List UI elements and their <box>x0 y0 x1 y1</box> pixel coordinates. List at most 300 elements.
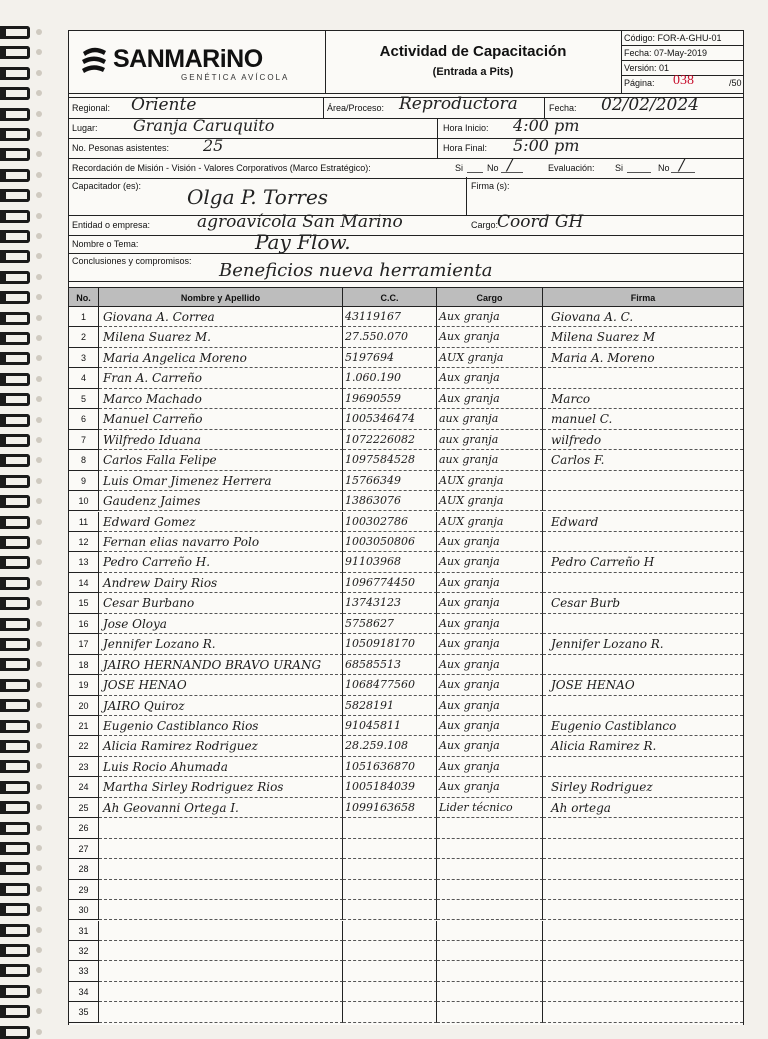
punch-hole <box>36 763 42 769</box>
attendee-cc <box>343 880 437 900</box>
form-header <box>69 31 743 94</box>
attendance-form <box>68 30 744 1025</box>
cargo-label: Cargo: <box>471 220 499 230</box>
topic-row <box>69 230 743 254</box>
spiral-coil <box>4 985 30 998</box>
table-row <box>69 552 743 572</box>
row-number: 16 <box>69 614 99 634</box>
attendee-name: Luis Rocio Ahumada <box>99 757 343 777</box>
spiral-coil <box>4 108 30 121</box>
attendee-cargo <box>437 859 543 879</box>
attendee-name: JAIRO Quiroz <box>99 696 343 716</box>
attendee-cc: 5758627 <box>343 614 437 634</box>
spiral-coil <box>4 658 30 671</box>
entity-row <box>69 212 743 236</box>
table-row <box>69 818 743 838</box>
spiral-coil <box>4 1005 30 1018</box>
hora-final-value: 5:00 pm <box>513 136 580 155</box>
table-row <box>69 307 743 327</box>
attendee-cargo: Aux granja <box>437 532 543 552</box>
table-row <box>69 798 743 818</box>
spiral-coil <box>4 148 30 161</box>
table-row <box>69 327 743 347</box>
table-row <box>69 409 743 429</box>
table-row <box>69 655 743 675</box>
attendee-signature: Ah ortega <box>543 798 743 818</box>
attendee-cargo <box>437 1002 543 1022</box>
doc-date: Fecha: 07-May-2019 <box>621 46 743 61</box>
spiral-coil <box>4 230 30 243</box>
page-total: /50 <box>729 78 742 88</box>
evaluacion-no-label: No <box>658 163 670 173</box>
table-row <box>69 696 743 716</box>
punch-hole <box>36 172 42 178</box>
row-number: 8 <box>69 450 99 470</box>
attendee-cargo: Aux granja <box>437 675 543 695</box>
row-number: 34 <box>69 982 99 1002</box>
row-number: 18 <box>69 655 99 675</box>
punch-hole <box>36 682 42 688</box>
regional-label: Regional: <box>72 103 111 113</box>
attendee-cc: 19690559 <box>343 389 437 409</box>
row-number: 33 <box>69 961 99 981</box>
spiral-coil <box>4 1026 30 1039</box>
attendee-signature: Sirley Rodriguez <box>543 777 743 797</box>
spiral-coil <box>4 964 30 977</box>
attendee-cc: 15766349 <box>343 471 437 491</box>
punch-hole <box>36 702 42 708</box>
attendee-signature: Carlos F. <box>543 450 743 470</box>
attendee-signature <box>543 757 743 777</box>
divider <box>544 98 545 118</box>
spiral-coil <box>4 495 30 508</box>
spiral-coil <box>4 536 30 549</box>
trainer-info <box>69 177 743 282</box>
attendee-signature <box>543 839 743 859</box>
attendee-cargo: aux granja <box>437 450 543 470</box>
attendee-signature: Jennifer Lozano R. <box>543 634 743 654</box>
attendee-cargo: AUX granja <box>437 471 543 491</box>
conclusions-row <box>69 253 743 282</box>
attendee-signature <box>543 859 743 879</box>
personas-value: 25 <box>203 136 224 155</box>
table-row <box>69 471 743 491</box>
attendee-name: Marco Machado <box>99 389 343 409</box>
spiral-coil <box>4 454 30 467</box>
attendee-cargo <box>437 921 543 941</box>
col-header-cc: C.C. <box>343 287 437 307</box>
spiral-coil <box>4 781 30 794</box>
spiral-coil <box>4 740 30 753</box>
attendee-cc <box>343 818 437 838</box>
attendee-name: Eugenio Castiblanco Rios <box>99 716 343 736</box>
firma-label: Firma (s): <box>471 181 510 191</box>
fecha-label: Fecha: <box>549 103 577 113</box>
spiral-coil <box>4 26 30 39</box>
spiral-coil <box>4 822 30 835</box>
spiral-coil <box>4 271 30 284</box>
attendee-cc <box>343 859 437 879</box>
recordacion-no-label: No <box>487 163 499 173</box>
table-row <box>69 982 743 1002</box>
attendee-signature: Milena Suarez M <box>543 327 743 347</box>
punch-hole <box>36 559 42 565</box>
table-row <box>69 716 743 736</box>
attendee-signature <box>543 921 743 941</box>
attendee-signature <box>543 368 743 388</box>
spiral-coil <box>4 679 30 692</box>
punch-hole <box>36 580 42 586</box>
spiral-coil <box>4 638 30 651</box>
attendee-signature <box>543 818 743 838</box>
spiral-coil <box>4 577 30 590</box>
attendee-name <box>99 859 343 879</box>
page-label: Página: <box>624 78 655 88</box>
divider <box>323 98 324 118</box>
attendee-cc <box>343 1002 437 1022</box>
row-number: 3 <box>69 348 99 368</box>
attendee-cc <box>343 839 437 859</box>
attendee-signature: Pedro Carreño H <box>543 552 743 572</box>
attendee-cargo: Aux granja <box>437 614 543 634</box>
blank-line <box>467 172 483 173</box>
table-row <box>69 736 743 756</box>
spiral-coil <box>4 210 30 223</box>
attendee-cc <box>343 921 437 941</box>
fecha-value: 02/02/2024 <box>601 95 699 115</box>
punch-hole <box>36 1029 42 1035</box>
punch-hole <box>36 784 42 790</box>
attendee-signature <box>543 982 743 1002</box>
attendee-cc: 1005184039 <box>343 777 437 797</box>
attendee-cargo <box>437 961 543 981</box>
row-number: 21 <box>69 716 99 736</box>
attendee-signature: Eugenio Castiblanco <box>543 716 743 736</box>
punch-hole <box>36 70 42 76</box>
table-row <box>69 614 743 634</box>
table-row <box>69 880 743 900</box>
punch-hole <box>36 355 42 361</box>
table-row <box>69 1002 743 1022</box>
cargo-value: Coord GH <box>497 212 584 232</box>
attendee-cargo: Aux granja <box>437 716 543 736</box>
row-number: 6 <box>69 409 99 429</box>
attendee-cc <box>343 941 437 961</box>
attendee-cc: 28.259.108 <box>343 736 437 756</box>
punch-hole <box>36 131 42 137</box>
spiral-coil <box>4 250 30 263</box>
attendee-cc: 5197694 <box>343 348 437 368</box>
attendee-cc: 1068477560 <box>343 675 437 695</box>
punch-hole <box>36 315 42 321</box>
spiral-coil <box>4 760 30 773</box>
attendee-cc: 13743123 <box>343 593 437 613</box>
attendee-cargo: Aux granja <box>437 593 543 613</box>
attendee-signature: Edward <box>543 512 743 532</box>
attendee-name <box>99 921 343 941</box>
table-row <box>69 900 743 920</box>
brand-tagline: GENÉTICA AVÍCOLA <box>181 73 290 82</box>
attendee-name <box>99 1002 343 1022</box>
page-number: 038 <box>673 73 694 88</box>
attendee-cc: 1097584528 <box>343 450 437 470</box>
attendee-signature: Marco <box>543 389 743 409</box>
attendee-cargo: Aux granja <box>437 736 543 756</box>
hora-inicio-label: Hora Inicio: <box>443 123 489 133</box>
spiral-coil <box>4 373 30 386</box>
attendee-cc: 1099163658 <box>343 798 437 818</box>
attendee-cc: 68585513 <box>343 655 437 675</box>
attendee-signature: Maria A. Moreno <box>543 348 743 368</box>
area-label: Área/Proceso: <box>327 103 385 113</box>
doc-code: Código: FOR-A-GHU-01 <box>621 31 743 46</box>
punch-hole <box>36 457 42 463</box>
attendee-cargo: Aux granja <box>437 777 543 797</box>
trainer-row <box>69 177 743 215</box>
attendee-cc: 1050918170 <box>343 634 437 654</box>
table-row <box>69 634 743 654</box>
attendee-name: Jose Oloya <box>99 614 343 634</box>
spiral-coil <box>4 862 30 875</box>
regional-value: Oriente <box>131 95 197 115</box>
attendee-signature <box>543 471 743 491</box>
attendee-signature <box>543 880 743 900</box>
table-row <box>69 348 743 368</box>
spiral-coil <box>4 393 30 406</box>
punch-hole <box>36 804 42 810</box>
attendee-signature <box>543 696 743 716</box>
attendee-cc: 27.550.070 <box>343 327 437 347</box>
attendee-cc <box>343 900 437 920</box>
table-row <box>69 757 743 777</box>
attendee-name: Pedro Carreño H. <box>99 552 343 572</box>
col-header-cargo: Cargo <box>437 287 543 307</box>
spiral-coil <box>4 67 30 80</box>
lugar-value: Granja Caruquito <box>133 116 275 135</box>
attendee-name: Manuel Carreño <box>99 409 343 429</box>
punch-hole <box>36 967 42 973</box>
evaluacion-si-label: Si <box>615 163 624 173</box>
table-row <box>69 941 743 961</box>
attendee-signature <box>543 614 743 634</box>
punch-hole <box>36 825 42 831</box>
table-row <box>69 430 743 450</box>
hora-inicio-value: 4:00 pm <box>513 116 580 135</box>
row-number: 4 <box>69 368 99 388</box>
attendee-name: Maria Angelica Moreno <box>99 348 343 368</box>
attendee-name: Andrew Dairy Rios <box>99 573 343 593</box>
spiral-coil <box>4 169 30 182</box>
row-number: 17 <box>69 634 99 654</box>
row-number: 25 <box>69 798 99 818</box>
attendee-cargo: Aux granja <box>437 757 543 777</box>
attendee-name: Gaudenz Jaimes <box>99 491 343 511</box>
spiral-coil <box>4 944 30 957</box>
row-number: 30 <box>69 900 99 920</box>
punch-hole <box>36 335 42 341</box>
punch-hole <box>36 213 42 219</box>
table-row <box>69 368 743 388</box>
attendee-signature: manuel C. <box>543 409 743 429</box>
attendee-cargo: Aux granja <box>437 327 543 347</box>
attendee-signature <box>543 573 743 593</box>
punch-hole <box>36 865 42 871</box>
attendee-name: Edward Gomez <box>99 512 343 532</box>
tema-value: Pay Flow. <box>255 230 351 254</box>
table-row <box>69 512 743 532</box>
row-number: 26 <box>69 818 99 838</box>
punch-hole <box>36 274 42 280</box>
row-number: 35 <box>69 1002 99 1022</box>
attendee-cargo: Aux granja <box>437 552 543 572</box>
attendee-name <box>99 982 343 1002</box>
row-number: 20 <box>69 696 99 716</box>
attendee-signature: JOSE HENAO <box>543 675 743 695</box>
attendee-cc: 43119167 <box>343 307 437 327</box>
table-row <box>69 675 743 695</box>
punch-hole <box>36 927 42 933</box>
punch-hole <box>36 376 42 382</box>
spiral-coil <box>4 618 30 631</box>
tema-label: Nombre o Tema: <box>72 239 139 249</box>
table-row <box>69 921 743 941</box>
lugar-label: Lugar: <box>72 123 98 133</box>
table-row <box>69 593 743 613</box>
form-subtitle: (Entrada a Pits) <box>432 66 514 78</box>
attendee-signature <box>543 900 743 920</box>
table-row <box>69 961 743 981</box>
spiral-coil <box>4 516 30 529</box>
attendee-cargo: aux granja <box>437 409 543 429</box>
attendee-cc: 5828191 <box>343 696 437 716</box>
punch-hole <box>36 29 42 35</box>
attendee-name: Jennifer Lozano R. <box>99 634 343 654</box>
conclusiones-value: Beneficios nueva herramienta <box>219 260 493 281</box>
attendee-signature <box>543 941 743 961</box>
form-title: Actividad de Capacitación <box>379 43 567 60</box>
spiral-coil <box>4 475 30 488</box>
doc-version: Versión: 01 <box>621 61 743 76</box>
attendee-name: Alicia Ramirez Rodriguez <box>99 736 343 756</box>
punch-hole <box>36 641 42 647</box>
attendee-name <box>99 961 343 981</box>
attendee-cc: 1003050806 <box>343 532 437 552</box>
spiral-coil <box>4 312 30 325</box>
punch-hole <box>36 90 42 96</box>
attendee-cc: 100302786 <box>343 512 437 532</box>
spiral-coil <box>4 46 30 59</box>
punch-hole <box>36 478 42 484</box>
row-number: 9 <box>69 471 99 491</box>
punch-hole <box>36 886 42 892</box>
attendee-cargo <box>437 839 543 859</box>
info-row-3 <box>69 138 743 159</box>
table-row <box>69 491 743 511</box>
spiral-coil <box>4 597 30 610</box>
spiral-coil <box>4 556 30 569</box>
personas-label: No. Pesonas asistentes: <box>72 143 170 153</box>
spiral-coil <box>4 924 30 937</box>
attendee-signature: Giovana A. C. <box>543 307 743 327</box>
spiral-coil <box>4 291 30 304</box>
attendee-cargo: AUX granja <box>437 348 543 368</box>
table-row <box>69 450 743 470</box>
attendee-name <box>99 880 343 900</box>
attendee-name: Cesar Burbano <box>99 593 343 613</box>
row-number: 27 <box>69 839 99 859</box>
hora-final-label: Hora Final: <box>443 143 488 153</box>
punch-hole <box>36 417 42 423</box>
table-row <box>69 777 743 797</box>
entidad-value: agroavícola San Marino <box>197 212 403 232</box>
spiral-coil <box>4 699 30 712</box>
punch-hole <box>36 845 42 851</box>
attendee-name: Milena Suarez M. <box>99 327 343 347</box>
table-row <box>69 839 743 859</box>
info-row-4 <box>69 155 743 178</box>
attendee-name: Fernan elias navarro Polo <box>99 532 343 552</box>
punch-hole <box>36 519 42 525</box>
punch-hole <box>36 151 42 157</box>
attendee-cargo: Aux granja <box>437 696 543 716</box>
spiral-coil <box>4 87 30 100</box>
attendee-cc: 1051636870 <box>343 757 437 777</box>
entidad-label: Entidad o empresa: <box>72 220 151 230</box>
attendee-cargo <box>437 880 543 900</box>
attendee-cc: 13863076 <box>343 491 437 511</box>
spiral-coil <box>4 414 30 427</box>
attendee-name: Fran A. Carreño <box>99 368 343 388</box>
row-number: 32 <box>69 941 99 961</box>
row-number: 13 <box>69 552 99 572</box>
attendee-signature <box>543 655 743 675</box>
row-number: 12 <box>69 532 99 552</box>
spiral-coil <box>4 903 30 916</box>
attendee-cc <box>343 982 437 1002</box>
punch-hole <box>36 396 42 402</box>
company-logo <box>69 31 326 93</box>
attendee-signature <box>543 961 743 981</box>
table-row <box>69 532 743 552</box>
info-row-2 <box>69 118 743 139</box>
col-header-no: No. <box>69 287 99 307</box>
attendee-signature <box>543 491 743 511</box>
spiral-coil <box>4 883 30 896</box>
punch-hole <box>36 1008 42 1014</box>
punch-hole <box>36 743 42 749</box>
blank-line <box>627 172 651 173</box>
recordacion-label: Recordación de Misión - Visión - Valores Corporativos (Marco Estratégico): <box>72 163 371 173</box>
capacitador-label: Capacitador (es): <box>72 181 142 191</box>
attendee-cargo <box>437 941 543 961</box>
attendee-cc: 91045811 <box>343 716 437 736</box>
table-row <box>69 573 743 593</box>
punch-hole <box>36 437 42 443</box>
attendee-cargo: Aux granja <box>437 368 543 388</box>
attendee-cc: 1072226082 <box>343 430 437 450</box>
punch-hole <box>36 661 42 667</box>
spiral-coil <box>4 189 30 202</box>
punch-hole <box>36 906 42 912</box>
row-number: 31 <box>69 921 99 941</box>
attendee-name <box>99 941 343 961</box>
row-number: 7 <box>69 430 99 450</box>
row-number: 19 <box>69 675 99 695</box>
attendee-name: Carlos Falla Felipe <box>99 450 343 470</box>
document-control-box <box>621 31 743 93</box>
attendee-cargo: aux granja <box>437 430 543 450</box>
table-row <box>69 389 743 409</box>
